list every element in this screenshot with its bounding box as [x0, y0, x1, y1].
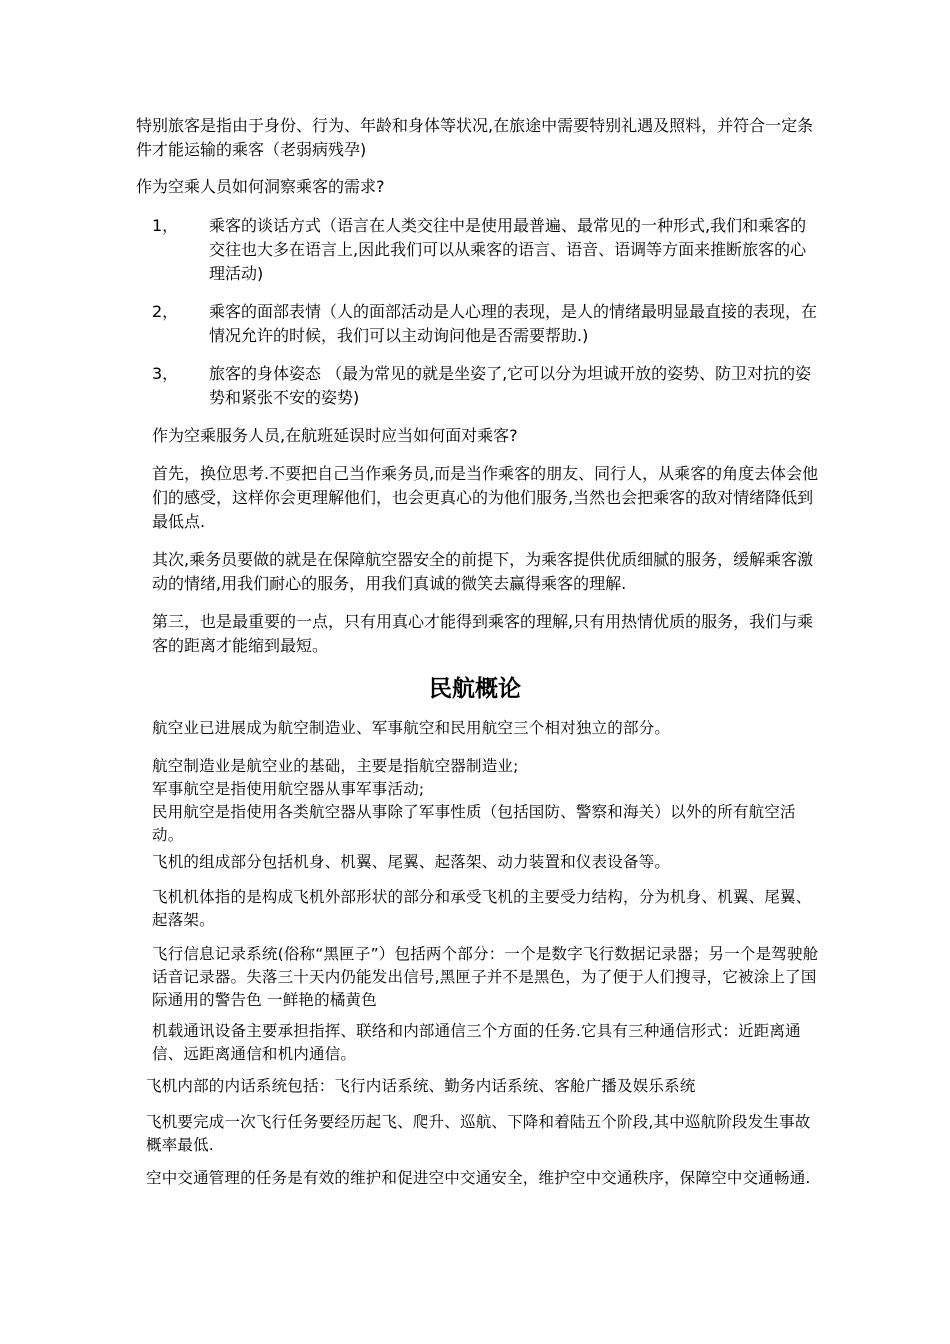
paragraph-air-traffic: 空中交通管理的任务是有效的维护和促进空中交通安全，维护空中交通秩序，保障空中交通畅通.: [146, 1169, 811, 1187]
question-passenger-needs: 作为空乘人员如何洞察乘客的需求?: [136, 177, 385, 196]
civil-aviation-line: 民用航空是指使用各类航空器从事除了军事性质（包括国防、警察和海关）以外的所有航空活动。: [152, 803, 796, 844]
section-title: 民航概论: [429, 676, 521, 702]
answer-third: 第三，也是最重要的一点，只有用真心才能得到乘客的理解,只有用热情优质的服务，我们与乘客的距离才能缩到最短。: [152, 612, 814, 655]
paragraph-black-box: 飞行信息记录系统(俗称“黑匣子”）包括两个部分：一个是数字飞行数据记录器；另一个是驾驶舱话音记录器。失落三十天内仍能发出信号,黑匣子并不是黑色，为了便于人们搜寻，它被涂上了国际通用的警告色 一鲜艳的橘黄色: [152, 945, 819, 1009]
list-item-number: 2，: [152, 302, 179, 321]
paragraph-communication: 机载通讯设备主要承担指挥、联络和内部通信三个方面的任务.它具有三种通信形式：近距离通信、远距离通信和机内通信。: [152, 1022, 801, 1063]
answer-second: 其次,乘务员要做的就是在保障航空器安全的前提下，为乘客提供优质细腻的服务，缓解乘客激动的情绪,用我们耐心的服务，用我们真诚的微笑去赢得乘客的理解.: [152, 550, 814, 593]
special-passenger-definition: 特别旅客是指由于身份、行为、年龄和身体等状况,在旅途中需要特别礼遇及照料，并符合一定条件才能运输的乘客（老弱病残孕): [136, 116, 814, 159]
list-item: [152, 214, 822, 286]
paragraph-aviation-industry: 航空业已进展成为航空制造业、军事航空和民用航空三个相对独立的部分。: [152, 719, 671, 737]
paragraph-aviation-sectors: [152, 755, 822, 847]
list-item-number: 1，: [152, 216, 179, 235]
answer-first: 首先，换位思考.不要把自己当作乘务员,而是当作乘客的朋友、同行人，从乘客的角度去体会他们的感受，这样你会更理解他们，也会更真心的为他们服务,当然也会把乘客的敌对情绪降低到最低点.: [152, 464, 819, 531]
list-item: [152, 362, 822, 410]
paragraph-interphone: 飞机内部的内话系统包括：飞行内话系统、勤务内话系统、客舱广播及娱乐系统: [146, 1077, 696, 1095]
paragraph-airframe: 飞机机体指的是构成飞机外部形状的部分和承受飞机的主要受力结构，分为机身、机翼、尾翼、起落架。: [152, 888, 812, 929]
question-flight-delay: 作为空乘服务人员,在航班延误时应当如何面对乘客?: [152, 426, 518, 445]
paragraph-aircraft-components: 飞机的组成部分包括机身、机翼、尾翼、起落架、动力装置和仪表设备等。: [152, 853, 671, 871]
paragraph-flight-phases: 飞机要完成一次飞行任务要经历起飞、爬升、巡航、下降和着陆五个阶段,其中巡航阶段发生事故概率最低.: [146, 1113, 811, 1154]
list-item-text: 乘客的面部表情（人的面部活动是人心理的表现，是人的情绪最明显最直接的表现，在情况允许的时候，我们可以主动询问他是否需要帮助.): [209, 302, 818, 345]
military-aviation-line: 军事航空是指使用航空器从事军事活动;: [152, 780, 425, 798]
list-item-text: 乘客的谈话方式（语言在人类交往中是使用最普遍、最常见的一种形式,我们和乘客的交往也大多在语言上,因此我们可以从乘客的语言、语音、语调等方面来推断旅客的心理活动): [209, 216, 807, 283]
aviation-manufacturing-line: 航空制造业是航空业的基础，主要是指航空器制造业;: [152, 757, 519, 775]
list-item-number: 3，: [152, 364, 179, 383]
list-item-text: 旅客的身体姿态 （最为常见的就是坐姿了,它可以分为坦诚开放的姿势、防卫对抗的姿势和紧张不安的姿势): [209, 364, 812, 407]
list-item: [152, 300, 822, 348]
